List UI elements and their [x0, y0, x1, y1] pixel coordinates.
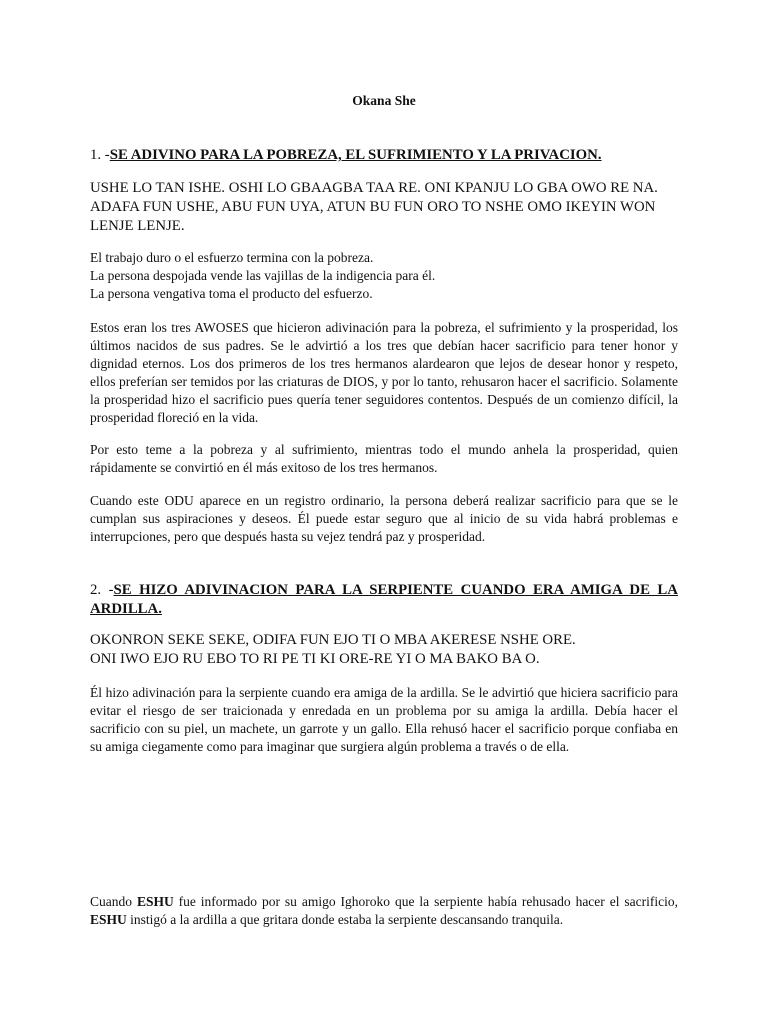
eshu-name: ESHU: [136, 894, 174, 909]
section-2-heading: [90, 581, 678, 619]
saying-line: La persona despojada vende las vajillas de la indigencia para él.: [90, 268, 436, 283]
section-2-number: 2. -: [90, 582, 114, 598]
section-2-verse: [90, 631, 678, 669]
verse-line: OKONRON SEKE SEKE, ODIFA FUN EJO TI O MBA AKERESE NSHE ORE.: [90, 632, 576, 648]
section-2-heading-line-2: [90, 600, 678, 619]
verse-line: ADAFA FUN USHE, ABU FUN UYA, ATUN BU FUN ORO TO NSHE OMO IKEYIN WON: [90, 199, 656, 215]
section-1-paragraph-3: Cuando este ODU aparece en un registro ordinario, la persona deberá realizar sacrificio para que se le cumplan sus aspiraciones y deseos. Él puede estar seguro que al inicio de su vida habrá problemas e interrupciones, pero que después hasta su vejez tendrá paz y prosperidad.: [90, 493, 678, 544]
section-1-paragraph-2: Por esto teme a la pobreza y al sufrimiento, mientras todo el mundo anhela la prosperidad, quien rápidamente se convirtió en él más exitoso de los tres hermanos.: [90, 442, 678, 475]
section-1-saying: [90, 249, 678, 303]
paragraph-text: instigó a la ardilla a que gritara donde estaba la serpiente descansando tranquila.: [126, 912, 564, 927]
section-1-heading: [90, 146, 678, 165]
section-2-heading-text-cont: ARDILLA.: [90, 601, 162, 617]
section-2-paragraph-1: Él hizo adivinación para la serpiente cuando era amiga de la ardilla. Se le advirtió que hiciera sacrificio para evitar el riesgo de ser traicionada y enredada en un problema por su amiga la ardilla. Debía hacer el sacrificio con su piel, un machete, un garrote y un gallo. Ella rehusó hacer el sacrificio porque confiaba en su amiga ciegamente como para imaginar que surgiera algún problema a través o de ella.: [90, 685, 678, 754]
section-1-number: 1. -: [90, 147, 110, 163]
paragraph-text: fue informado por su amigo Ighoroko que la serpiente había rehusado hacer el sacrificio,: [173, 894, 678, 909]
verse-line: LENJE LENJE.: [90, 218, 185, 234]
verse-line: ONI IWO EJO RU EBO TO RI PE TI KI ORE-RE YI O MA BAKO BA O.: [90, 651, 540, 667]
saying-line: La persona vengativa toma el producto del esfuerzo.: [90, 286, 373, 301]
section-2-paragraph-2: [90, 893, 678, 929]
section-2-heading-line-1: [90, 581, 678, 600]
saying-line: El trabajo duro o el esfuerzo termina con la pobreza.: [90, 250, 374, 265]
section-1-verse: [90, 179, 678, 236]
paragraph-text: Cuando: [90, 894, 137, 909]
section-2-heading-text: SE HIZO ADIVINACION PARA LA SERPIENTE CUANDO ERA AMIGA DE LA: [113, 582, 678, 598]
section-1-paragraph-1: Estos eran los tres AWOSES que hicieron adivinación para la pobreza, el sufrimiento y la prosperidad, los últimos nacidos de sus padres. Se le advirtió a los tres que debían hacer sacrificio para tener honor y dignidad eternos. Los dos primeros de los tres hermanos alardearon que lejos de desear honor y respeto, ellos preferían ser temidos por las criaturas de DIOS, y por lo tanto, rehusaron hacer el sacrificio. Solamente la prosperidad hizo el sacrificio pues quería tener seguidores contentos. Después de un comienzo difícil, la prosperidad floreció en la vida.: [90, 320, 678, 425]
document-title: Okana She: [352, 93, 416, 108]
section-1-heading-text: SE ADIVINO PARA LA POBREZA, EL SUFRIMIENTO Y LA PRIVACION.: [109, 147, 602, 163]
verse-line: USHE LO TAN ISHE. OSHI LO GBAAGBA TAA RE. ONI KPANJU LO GBA OWO RE NA.: [90, 180, 658, 196]
eshu-name: ESHU: [90, 912, 127, 927]
